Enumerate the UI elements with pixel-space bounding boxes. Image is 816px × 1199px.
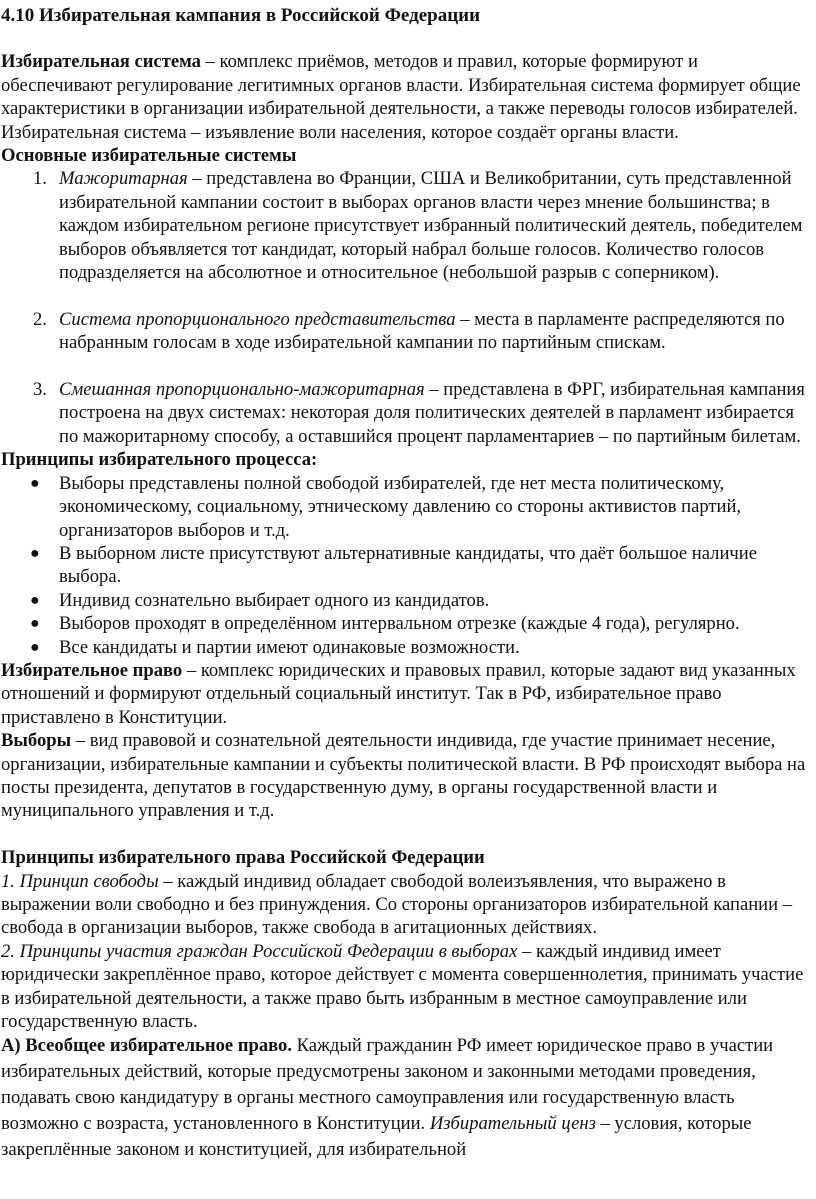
elections-term: Выборы [1, 730, 72, 752]
electoral-qualification-text: – условия, которые закреплённые законом и конституцией, для избирательной [1, 1113, 752, 1161]
list-item-text: Выборы представлены полной свободой избирателей, где нет места политическому, экономическому, социальному, этническому давлению со стороны активистов партий, организаторов выборов и т.д. [59, 472, 742, 541]
elections-text: – вид правовой и сознательной деятельности индивида, где участие принимает несение, организации, избирательные кампании и субъекты политической власти. В РФ происходят выбора на посты президента, депутатов в государственную думу, в органы государственной власти и муниципального управления и т.д. [1, 730, 806, 822]
list-item-text: В выборном листе присутствуют альтернативные кандидаты, что даёт большое наличие выбора. [59, 542, 757, 588]
list-item-term: Смешанная пропорционально-мажоритарная [59, 379, 425, 401]
universal-suffrage-term: А) Всеобщее избирательное право. [1, 1035, 292, 1057]
list-item-text: Все кандидаты и партии имеют одинаковые возможности. [59, 636, 520, 658]
bullet-icon: ● [30, 544, 40, 562]
list-item [1, 167, 810, 284]
electoral-qualification-term: Избирательный ценз [429, 1113, 596, 1135]
bullet-icon: ● [30, 474, 40, 492]
rf-principle-paragraph [1, 870, 810, 940]
list-item-term: Мажоритарная [59, 168, 188, 190]
universal-suffrage-text: Каждый гражданин РФ имеет юридическое право в участии избирательных действий, которые предусмотрены законом и законными методами проведения, подавать свою кандидатуру в органы местного самоуправления или государственную власть возможно с возраста, установленного в Конституции. [1, 1035, 774, 1135]
bullet-icon: ● [30, 638, 40, 656]
list-item-text: – места в парламенте распределяются по набранным голосам в ходе избирательной кампании по партийным спискам. [59, 308, 785, 354]
intro-term: Избирательная система [1, 51, 201, 73]
list-item [1, 308, 810, 355]
rf-principle-text: – каждый индивид обладает свободой волеизъявления, что выражено в выражении воли свободно и без принуждения. Со стороны организаторов избирательной капании – свобода в организации выборов, также свобода в агитационных действиях. [1, 870, 793, 939]
electoral-law-paragraph [1, 659, 810, 729]
systems-list [1, 167, 810, 448]
systems-heading: Основные избирательные системы [1, 145, 297, 167]
universal-suffrage-paragraph [1, 1033, 810, 1163]
electoral-law-text: – комплекс юридических и правовых правил, которые задают вид указанных отношений и формируют отдельный социальный институт. Так в РФ, избирательное право приставлено в Конституции. [1, 659, 796, 728]
principles-heading: Принципы избирательного процесса: [1, 449, 318, 471]
list-item-text: – представлена во Франции, США и Великобритании, суть представленной избирательной кампании состоит в выборах органов власти через мнение большинства; в каждом избирательном регионе присутствует избранный политический деятель, победителем выборов объявляется тот кандидат, который набрал больше голосов. Количество голосов подразделяется на абсолютное и относительное (небольшой разрыв с соперником). [59, 168, 803, 284]
document-title: 4.10 Избирательная кампания в Российской Федерации [1, 5, 481, 26]
rf-principle-term: 2. Принципы участия граждан Российской Федерации в выборах [1, 940, 518, 962]
list-item-number: 1. [33, 168, 47, 190]
spacer [1, 823, 810, 846]
rf-principle-text: – каждый индивид имеет юридически закреплённое право, которое действует с момента совершеннолетия, принимать участие в избирательной деятельности, а также право быть избранным в местное самоуправление или государственную власть. [1, 940, 804, 1033]
intro-paragraph [1, 50, 810, 144]
list-item [1, 378, 810, 448]
list-item-text: Индивид сознательно выбирает одного из кандидатов. [59, 589, 490, 611]
list-item [1, 589, 810, 612]
principles-list [1, 472, 810, 659]
list-item [1, 612, 810, 635]
intro-text: – комплекс приёмов, методов и правил, которые формируют и обеспечивают регулирование легитимных органов власти. Избирательная система формирует общие характеристики в организации избирательной деятельности, а также переводы голосов избирателей. Избирательная система – изъявление воли населения, которое создаёт органы власти. [1, 51, 801, 143]
list-item-number: 3. [33, 379, 47, 401]
list-item-term: Система пропорционального представительства [59, 308, 456, 330]
list-item-number: 2. [33, 308, 47, 330]
electoral-law-term: Избирательное право [1, 659, 183, 681]
list-item-text: Выборов проходят в определённом интервальном отрезке (каждые 4 года), регулярно. [59, 613, 740, 635]
list-item [1, 542, 810, 589]
list-item [1, 636, 810, 659]
elections-paragraph [1, 729, 810, 823]
bullet-icon: ● [30, 591, 40, 609]
list-item-text: – представлена в ФРГ, избирательная кампания построена на двух системах: некоторая доля политических деятелей в парламент избирается по мажоритарному способу, а оставшийся процент парламентариев – по партийным билетам. [59, 379, 805, 447]
rf-principle-paragraph [1, 940, 810, 1034]
rf-principles-heading: Принципы избирательного права Российской Федерации [1, 847, 485, 869]
list-item [1, 472, 810, 542]
rf-principle-term: 1. Принцип свободы [1, 870, 159, 892]
bullet-icon: ● [30, 615, 40, 633]
